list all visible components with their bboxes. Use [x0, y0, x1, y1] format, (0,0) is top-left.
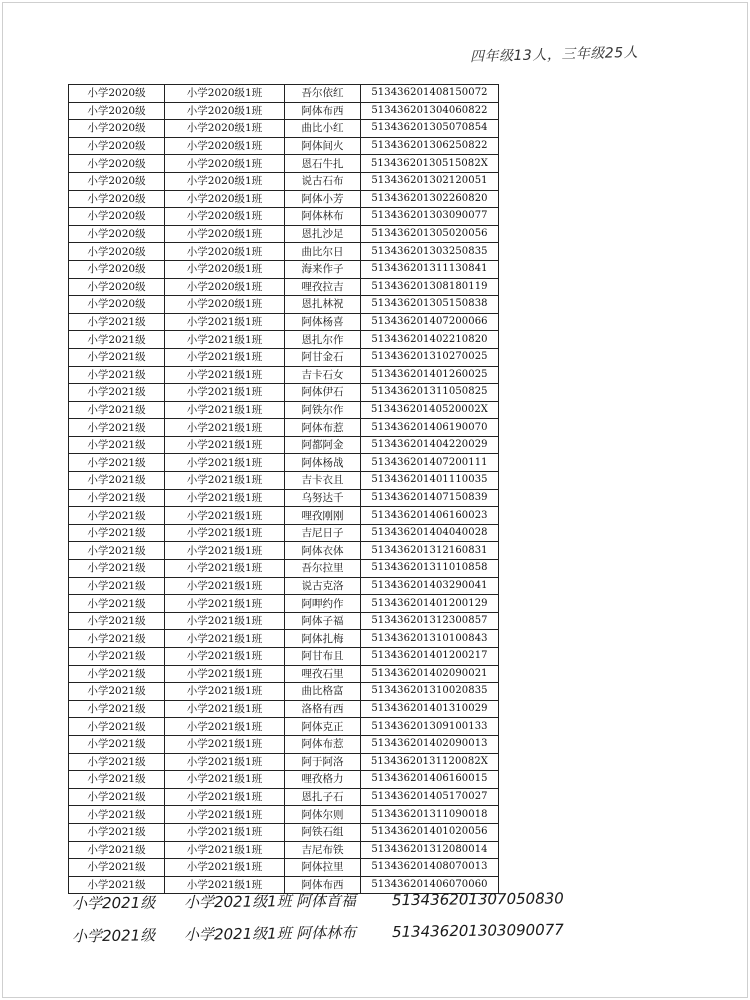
- name-cell: 恩扎沙足: [285, 225, 361, 243]
- name-cell: 曲比格富: [285, 683, 361, 701]
- name-cell: 阿体林布: [285, 208, 361, 226]
- class-cell: 小学2020级1班: [165, 296, 285, 314]
- class-cell: 小学2020级1班: [165, 155, 285, 173]
- table-row: [69, 401, 499, 419]
- class-cell: 小学2021级1班: [165, 648, 285, 666]
- name-cell: 乌努达千: [285, 489, 361, 507]
- class-cell: 小学2021级1班: [165, 560, 285, 578]
- table-row: [69, 419, 499, 437]
- grade-cell: 小学2020级: [69, 172, 165, 190]
- handwritten-id-number: 513436201303090077: [391, 920, 564, 941]
- class-cell: 小学2020级1班: [165, 102, 285, 120]
- table-row: [69, 243, 499, 261]
- grade-cell: 小学2021级: [69, 560, 165, 578]
- name-cell: 阿体布西: [285, 102, 361, 120]
- id-number-cell: 513436201305070854: [361, 120, 499, 138]
- id-number-cell: 513436201312160831: [361, 542, 499, 560]
- id-number-cell: 513436201310270025: [361, 348, 499, 366]
- class-cell: 小学2021级1班: [165, 718, 285, 736]
- grade-cell: 小学2020级: [69, 243, 165, 261]
- grade-cell: 小学2021级: [69, 648, 165, 666]
- class-cell: 小学2020级1班: [165, 120, 285, 138]
- table-row: [69, 472, 499, 490]
- grade-cell: 小学2021级: [69, 384, 165, 402]
- handwritten-row: [72, 887, 564, 913]
- class-cell: 小学2020级1班: [165, 85, 285, 103]
- class-cell: 小学2021级1班: [165, 366, 285, 384]
- table-row: [69, 155, 499, 173]
- table-row: [69, 524, 499, 542]
- grade-cell: 小学2020级: [69, 260, 165, 278]
- table-row: [69, 771, 499, 789]
- class-cell: 小学2021级1班: [165, 577, 285, 595]
- id-number-cell: 513436201309100133: [361, 718, 499, 736]
- name-cell: 哩孜拉吉: [285, 278, 361, 296]
- name-cell: 恩扎林祝: [285, 296, 361, 314]
- name-cell: 阿体拉里: [285, 859, 361, 877]
- table-row: [69, 612, 499, 630]
- id-number-cell: 51343620130515082X: [361, 155, 499, 173]
- table-row: [69, 85, 499, 103]
- table-row: [69, 296, 499, 314]
- table-row: [69, 489, 499, 507]
- name-cell: 吉尼日子: [285, 524, 361, 542]
- id-number-cell: 513436201312080014: [361, 841, 499, 859]
- table-row: [69, 806, 499, 824]
- id-number-cell: 513436201308180119: [361, 278, 499, 296]
- class-cell: 小学2021级1班: [165, 771, 285, 789]
- grade-cell: 小学2021级: [69, 700, 165, 718]
- id-number-cell: 513436201407150839: [361, 489, 499, 507]
- class-cell: 小学2021级1班: [165, 665, 285, 683]
- name-cell: 阿体扎梅: [285, 630, 361, 648]
- table-row: [69, 507, 499, 525]
- id-number-cell: 513436201312300857: [361, 612, 499, 630]
- name-cell: 说古克洛: [285, 577, 361, 595]
- class-cell: 小学2020级1班: [165, 260, 285, 278]
- table-row: [69, 700, 499, 718]
- name-cell: 阿体布惹: [285, 735, 361, 753]
- grade-cell: 小学2021级: [69, 788, 165, 806]
- id-number-cell: 513436201401200217: [361, 648, 499, 666]
- grade-cell: 小学2021级: [69, 630, 165, 648]
- id-number-cell: 513436201406160015: [361, 771, 499, 789]
- class-cell: 小学2020级1班: [165, 278, 285, 296]
- table-row: [69, 348, 499, 366]
- id-number-cell: 513436201401260025: [361, 366, 499, 384]
- class-cell: 小学2021级1班: [165, 612, 285, 630]
- id-number-cell: 513436201303090077: [361, 208, 499, 226]
- grade-cell: 小学2021级: [69, 859, 165, 877]
- id-number-cell: 513436201403290041: [361, 577, 499, 595]
- grade-cell: 小学2020级: [69, 137, 165, 155]
- table-row: [69, 120, 499, 138]
- class-cell: 小学2021级1班: [165, 823, 285, 841]
- id-number-cell: 513436201406160023: [361, 507, 499, 525]
- handwritten-name: 阿体林布: [295, 923, 357, 943]
- name-cell: 哩孜刚刚: [285, 507, 361, 525]
- grade-cell: 小学2020级: [69, 296, 165, 314]
- grade-cell: 小学2021级: [69, 577, 165, 595]
- table-row: [69, 841, 499, 859]
- table-row: [69, 718, 499, 736]
- name-cell: 阿体杨喜: [285, 313, 361, 331]
- name-cell: 哩孜石里: [285, 665, 361, 683]
- name-cell: 洛格有西: [285, 700, 361, 718]
- table-row: [69, 648, 499, 666]
- grade-cell: 小学2021级: [69, 683, 165, 701]
- handwritten-note: 四年级13人，三年级25人: [469, 44, 639, 66]
- table-row: [69, 753, 499, 771]
- name-cell: 海来作子: [285, 260, 361, 278]
- id-number-cell: 513436201401020056: [361, 823, 499, 841]
- grade-cell: 小学2021级: [69, 841, 165, 859]
- handwritten-class: 小学2021级1班: [183, 924, 292, 944]
- handwritten-grade: 小学2021级: [71, 893, 156, 913]
- class-cell: 小学2021级1班: [165, 630, 285, 648]
- grade-cell: 小学2021级: [69, 876, 165, 894]
- name-cell: 阿体伊石: [285, 384, 361, 402]
- id-number-cell: 513436201407200111: [361, 454, 499, 472]
- table-row: [69, 577, 499, 595]
- id-number-cell: 513436201405170027: [361, 788, 499, 806]
- class-cell: 小学2020级1班: [165, 243, 285, 261]
- table-row: [69, 190, 499, 208]
- id-number-cell: 51343620140520002X: [361, 401, 499, 419]
- grade-cell: 小学2021级: [69, 489, 165, 507]
- name-cell: 阿体布西: [285, 876, 361, 894]
- class-cell: 小学2021级1班: [165, 507, 285, 525]
- grade-cell: 小学2021级: [69, 472, 165, 490]
- class-cell: 小学2021级1班: [165, 472, 285, 490]
- grade-cell: 小学2021级: [69, 507, 165, 525]
- grade-cell: 小学2020级: [69, 120, 165, 138]
- grade-cell: 小学2020级: [69, 278, 165, 296]
- class-cell: 小学2021级1班: [165, 313, 285, 331]
- class-cell: 小学2020级1班: [165, 190, 285, 208]
- id-number-cell: 513436201404040028: [361, 524, 499, 542]
- class-cell: 小学2021级1班: [165, 384, 285, 402]
- name-cell: 阿体子福: [285, 612, 361, 630]
- class-cell: 小学2021级1班: [165, 859, 285, 877]
- class-cell: 小学2020级1班: [165, 225, 285, 243]
- class-cell: 小学2021级1班: [165, 841, 285, 859]
- class-cell: 小学2021级1班: [165, 595, 285, 613]
- table-row: [69, 225, 499, 243]
- id-number-cell: 513436201402090013: [361, 735, 499, 753]
- id-number-cell: 513436201406070060: [361, 876, 499, 894]
- id-number-cell: 513436201306250822: [361, 137, 499, 155]
- grade-cell: 小学2021级: [69, 735, 165, 753]
- id-number-cell: 513436201304060822: [361, 102, 499, 120]
- id-number-cell: 513436201404220029: [361, 436, 499, 454]
- grade-cell: 小学2021级: [69, 823, 165, 841]
- table-row: [69, 823, 499, 841]
- grade-cell: 小学2021级: [69, 718, 165, 736]
- class-cell: 小学2021级1班: [165, 454, 285, 472]
- name-cell: 阿体布惹: [285, 419, 361, 437]
- name-cell: 哩孜格力: [285, 771, 361, 789]
- class-cell: 小学2021级1班: [165, 401, 285, 419]
- table-row: [69, 560, 499, 578]
- grade-cell: 小学2021级: [69, 454, 165, 472]
- class-cell: 小学2021级1班: [165, 753, 285, 771]
- student-table: [68, 84, 499, 894]
- class-cell: 小学2021级1班: [165, 419, 285, 437]
- id-number-cell: 51343620131120082X: [361, 753, 499, 771]
- table-row: [69, 735, 499, 753]
- name-cell: 吉卡衣且: [285, 472, 361, 490]
- grade-cell: 小学2021级: [69, 331, 165, 349]
- id-number-cell: 513436201401200129: [361, 595, 499, 613]
- name-cell: 阿体间火: [285, 137, 361, 155]
- table-row: [69, 102, 499, 120]
- grade-cell: 小学2021级: [69, 366, 165, 384]
- grade-cell: 小学2021级: [69, 806, 165, 824]
- table-row: [69, 859, 499, 877]
- class-cell: 小学2021级1班: [165, 524, 285, 542]
- name-cell: 阿甘布且: [285, 648, 361, 666]
- id-number-cell: 513436201303250835: [361, 243, 499, 261]
- name-cell: 恩扎尔作: [285, 331, 361, 349]
- name-cell: 阿都阿金: [285, 436, 361, 454]
- table-row: [69, 436, 499, 454]
- name-cell: 吉卡石女: [285, 366, 361, 384]
- grade-cell: 小学2020级: [69, 208, 165, 226]
- id-number-cell: 513436201311010858: [361, 560, 499, 578]
- name-cell: 曲比小红: [285, 120, 361, 138]
- name-cell: 吾尔拉里: [285, 560, 361, 578]
- id-number-cell: 513436201311130841: [361, 260, 499, 278]
- class-cell: 小学2020级1班: [165, 137, 285, 155]
- grade-cell: 小学2021级: [69, 401, 165, 419]
- id-number-cell: 513436201408070013: [361, 859, 499, 877]
- id-number-cell: 513436201402090021: [361, 665, 499, 683]
- class-cell: 小学2021级1班: [165, 348, 285, 366]
- name-cell: 阿甘金石: [285, 348, 361, 366]
- id-number-cell: 513436201408150072: [361, 85, 499, 103]
- handwritten-row: [72, 919, 564, 947]
- table-row: [69, 366, 499, 384]
- id-number-cell: 513436201311050825: [361, 384, 499, 402]
- grade-cell: 小学2021级: [69, 595, 165, 613]
- grade-cell: 小学2021级: [69, 665, 165, 683]
- table-row: [69, 683, 499, 701]
- id-number-cell: 513436201406190070: [361, 419, 499, 437]
- class-cell: 小学2021级1班: [165, 683, 285, 701]
- id-number-cell: 513436201401310029: [361, 700, 499, 718]
- name-cell: 阿体衣体: [285, 542, 361, 560]
- class-cell: 小学2021级1班: [165, 331, 285, 349]
- grade-cell: 小学2021级: [69, 753, 165, 771]
- grade-cell: 小学2021级: [69, 771, 165, 789]
- name-cell: 阿呷约作: [285, 595, 361, 613]
- id-number-cell: 513436201302120051: [361, 172, 499, 190]
- table-row: [69, 595, 499, 613]
- id-number-cell: 513436201310020835: [361, 683, 499, 701]
- grade-cell: 小学2020级: [69, 190, 165, 208]
- table-row: [69, 313, 499, 331]
- table-row: [69, 665, 499, 683]
- table-row: [69, 788, 499, 806]
- name-cell: 阿铁尔作: [285, 401, 361, 419]
- id-number-cell: 513436201401110035: [361, 472, 499, 490]
- name-cell: 阿体小芳: [285, 190, 361, 208]
- grade-cell: 小学2021级: [69, 542, 165, 560]
- table-row: [69, 278, 499, 296]
- table-row: [69, 542, 499, 560]
- id-number-cell: 513436201310100843: [361, 630, 499, 648]
- name-cell: 说古石布: [285, 172, 361, 190]
- name-cell: 阿体克正: [285, 718, 361, 736]
- name-cell: 阿于阿洛: [285, 753, 361, 771]
- id-number-cell: 513436201305150838: [361, 296, 499, 314]
- grade-cell: 小学2021级: [69, 524, 165, 542]
- class-cell: 小学2021级1班: [165, 436, 285, 454]
- grade-cell: 小学2020级: [69, 85, 165, 103]
- name-cell: 恩扎子石: [285, 788, 361, 806]
- class-cell: 小学2021级1班: [165, 489, 285, 507]
- handwritten-class: 小学2021级1班: [183, 892, 292, 912]
- grade-cell: 小学2020级: [69, 102, 165, 120]
- grade-cell: 小学2021级: [69, 348, 165, 366]
- grade-cell: 小学2021级: [69, 313, 165, 331]
- grade-cell: 小学2021级: [69, 612, 165, 630]
- grade-cell: 小学2020级: [69, 225, 165, 243]
- table-row: [69, 137, 499, 155]
- class-cell: 小学2020级1班: [165, 208, 285, 226]
- handwritten-id-number: 513436201307050830: [391, 889, 564, 910]
- grade-cell: 小学2021级: [69, 436, 165, 454]
- table-row: [69, 331, 499, 349]
- name-cell: 吉尼布铁: [285, 841, 361, 859]
- table-row: [69, 384, 499, 402]
- class-cell: 小学2021级1班: [165, 542, 285, 560]
- class-cell: 小学2020级1班: [165, 172, 285, 190]
- class-cell: 小学2021级1班: [165, 806, 285, 824]
- class-cell: 小学2021级1班: [165, 788, 285, 806]
- table-row: [69, 172, 499, 190]
- table-row: [69, 630, 499, 648]
- student-table-body: [69, 85, 499, 894]
- id-number-cell: 513436201305020056: [361, 225, 499, 243]
- name-cell: 阿体尔则: [285, 806, 361, 824]
- class-cell: 小学2021级1班: [165, 735, 285, 753]
- id-number-cell: 513436201407200066: [361, 313, 499, 331]
- class-cell: 小学2021级1班: [165, 876, 285, 894]
- name-cell: 阿体杨战: [285, 454, 361, 472]
- table-row: [69, 208, 499, 226]
- id-number-cell: 513436201311090018: [361, 806, 499, 824]
- name-cell: 吾尔依红: [285, 85, 361, 103]
- grade-cell: 小学2021级: [69, 419, 165, 437]
- class-cell: 小学2021级1班: [165, 700, 285, 718]
- name-cell: 曲比尔日: [285, 243, 361, 261]
- handwritten-name: 阿体首福: [295, 891, 357, 911]
- id-number-cell: 513436201302260820: [361, 190, 499, 208]
- name-cell: 恩石牛扎: [285, 155, 361, 173]
- grade-cell: 小学2020级: [69, 155, 165, 173]
- handwritten-grade: 小学2021级: [71, 926, 156, 946]
- id-number-cell: 513436201402210820: [361, 331, 499, 349]
- table-row: [69, 454, 499, 472]
- table-row: [69, 260, 499, 278]
- name-cell: 阿铁石组: [285, 823, 361, 841]
